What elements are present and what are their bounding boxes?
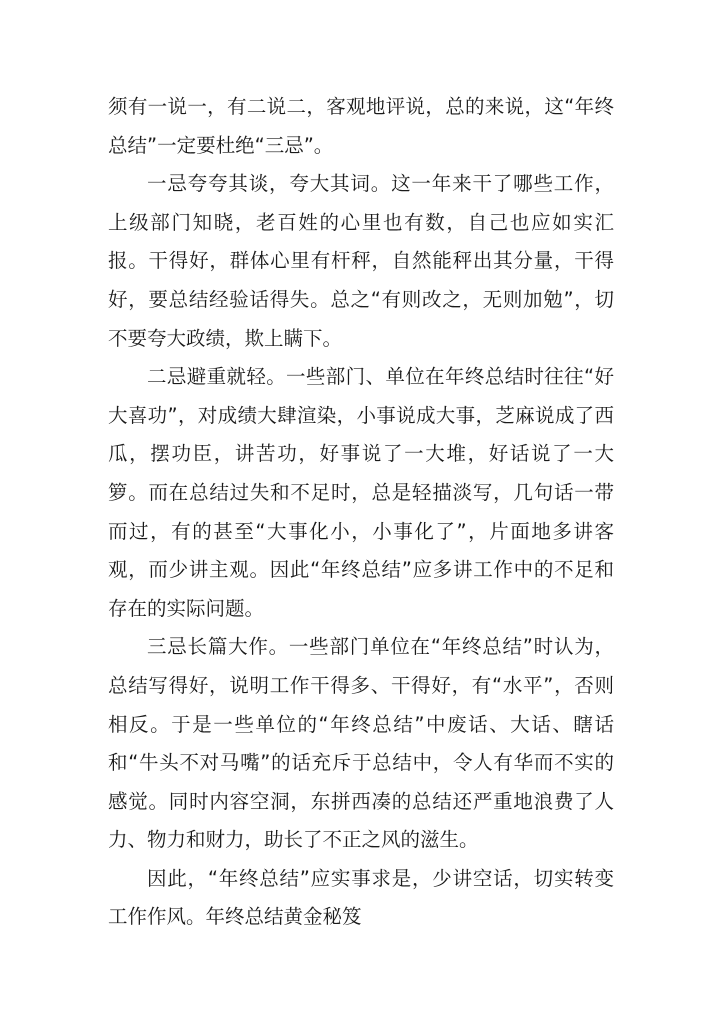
paragraph-5: 因此，“年终总结”应实事求是，少讲空话，切实转变工作作风。年终总结黄金秘笈	[108, 866, 614, 929]
paragraph-4: 三忌长篇大作。一些部门单位在“年终总结”时认为，总结写得好，说明工作干得多、干得好，有“水平”，否则相反。于是一些单位的“年终总结”中废话、大话、瞎话和“牛头不对马嘴”的话充斥于总结中，令人有华而不实的感觉。同时内容空洞，东拼西凑的总结还严重地浪费了人力、物力和财力，助长了不正之风的滋生。	[108, 635, 614, 852]
paragraph-1: 须有一说一，有二说二，客观地评说，总的来说，这“年终总结”一定要杜绝“三忌”。	[108, 95, 614, 157]
paragraph-2: 一忌夸夸其谈，夸大其词。这一年来干了哪些工作，上级部门知晓，老百姓的心里也有数，自己也应如实汇报。干得好，群体心里有杆秤，自然能秤出其分量，干得好，要总结经验话得失。总之“有则改之，无则加勉”，切不要夸大政绩，欺上瞒下。	[108, 172, 614, 350]
document-body	[108, 88, 614, 937]
paragraph-3: 二忌避重就轻。一些部门、单位在年终总结时往往“好大喜功”，对成绩大肆渲染，小事说成大事，芝麻说成了西瓜，摆功臣，讲苦功，好事说了一大堆，好话说了一大箩。而在总结过失和不足时，总是轻描淡写，几句话一带而过，有的甚至“大事化小，小事化了”，片面地多讲客观，而少讲主观。因此“年终总结”应多讲工作中的不足和存在的实际问题。	[108, 365, 614, 620]
